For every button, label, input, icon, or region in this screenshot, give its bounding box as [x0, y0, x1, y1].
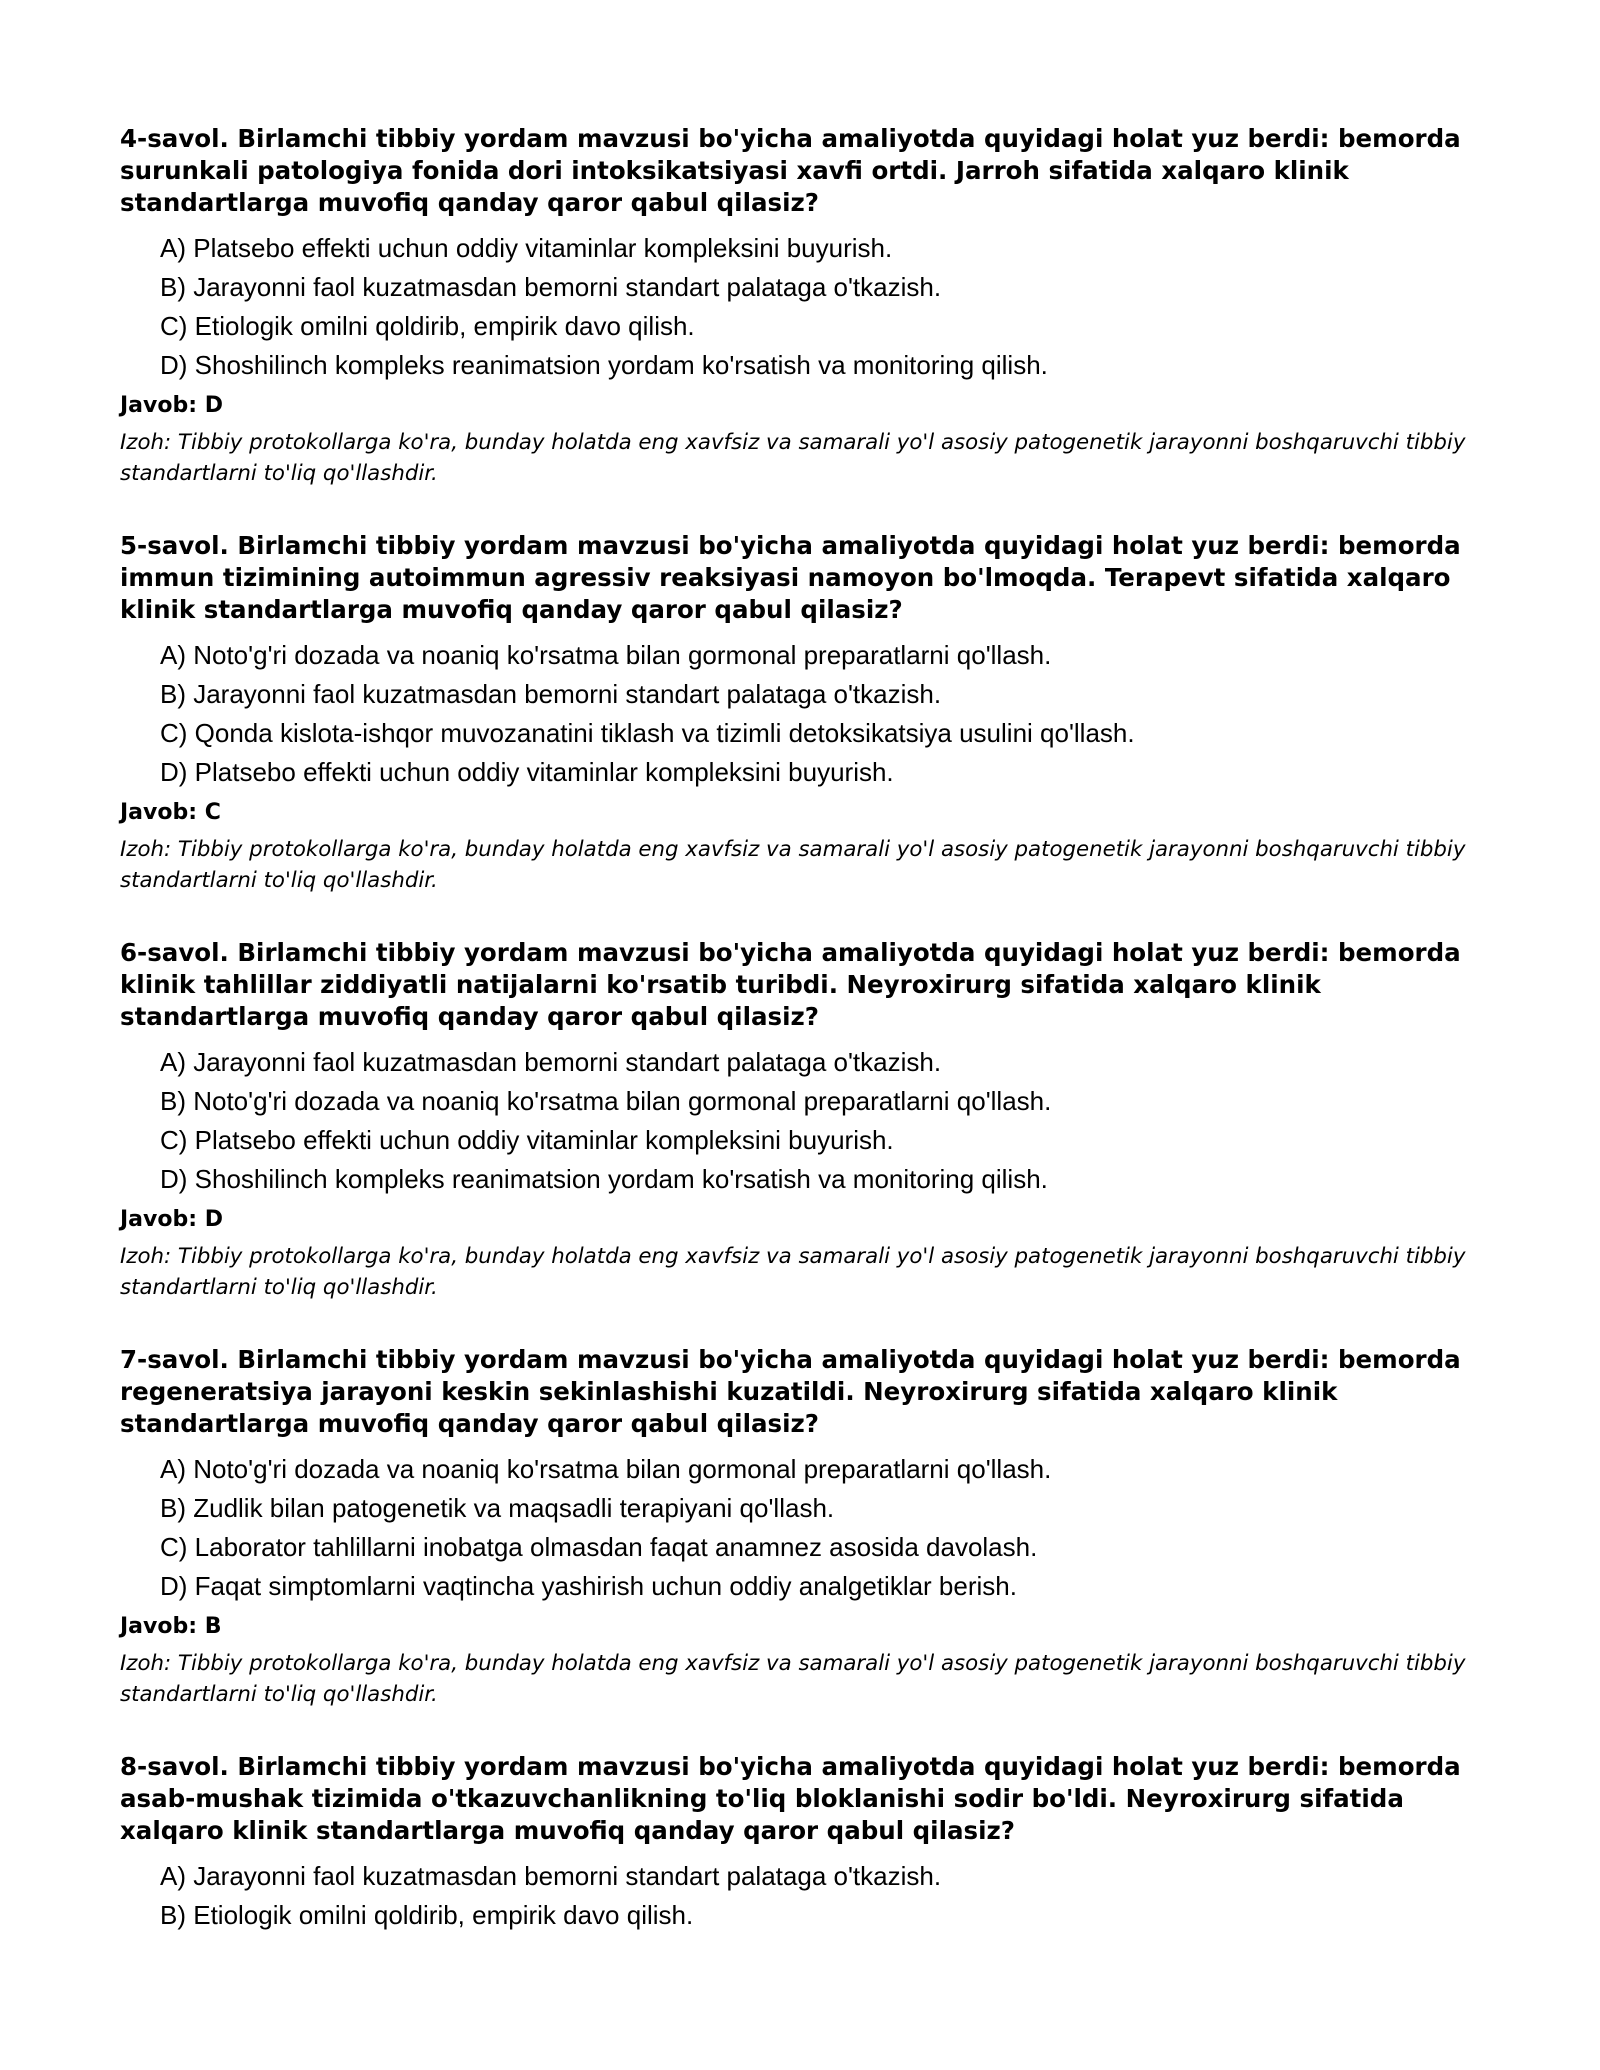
option-a: A) Noto'g'ri dozada va noaniq ko'rsatma bilan gormonal preparatlarni qo'llash. — [160, 1454, 1052, 1484]
explanation-note: Izoh: Tibbiy protokollarga ko'ra, bunday holatda eng xavfsiz va samarali yo'l asosiy patogenetik jarayonni boshqaruvchi tibbiy standartlarni to'liq qo'llashdir. — [120, 430, 1466, 486]
answer-label: Javob: D — [120, 1207, 223, 1232]
option-a: A) Jarayonni faol kuzatmasdan bemorni standart palataga o'tkazish. — [160, 1047, 942, 1077]
option-c: C) Platsebo effekti uchun oddiy vitaminlar kompleksini buyurish. — [160, 1125, 894, 1155]
option-b: B) Jarayonni faol kuzatmasdan bemorni standart palataga o'tkazish. — [160, 679, 942, 709]
option-d: D) Platsebo effekti uchun oddiy vitaminlar kompleksini buyurish. — [160, 757, 894, 787]
question-6 — [120, 937, 1490, 1303]
question-title: 7-savol. Birlamchi tibbiy yordam mavzusi bo'yicha amaliyotda quyidagi holat yuz berdi: bemorda regeneratsiya jarayoni keskin sekinlashishi kuzatildi. Neyroxirurg sifatida xalqaro klinik standartlarga muvofiq qanday qaror qabul qilasiz? — [120, 1345, 1461, 1438]
option-a: A) Platsebo effekti uchun oddiy vitaminlar kompleksini buyurish. — [160, 233, 893, 263]
options-list — [120, 229, 1490, 385]
option-b: B) Noto'g'ri dozada va noaniq ko'rsatma bilan gormonal preparatlarni qo'llash. — [160, 1086, 1052, 1116]
option-b: B) Jarayonni faol kuzatmasdan bemorni standart palataga o'tkazish. — [160, 272, 942, 302]
question-title: 6-savol. Birlamchi tibbiy yordam mavzusi bo'yicha amaliyotda quyidagi holat yuz berdi: bemorda klinik tahlillar ziddiyatli natijalarni ko'rsatib turibdi. Neyroxirurg sifatida xalqaro klinik standartlarga muvofiq qanday qaror qabul qilasiz? — [120, 938, 1461, 1031]
question-title: 4-savol. Birlamchi tibbiy yordam mavzusi bo'yicha amaliyotda quyidagi holat yuz berdi: bemorda surunkali patologiya fonida dori intoksikatsiyasi xavfi ortdi. Jarroh sifatida xalqaro klinik standartlarga muvofiq qanday qaror qabul qilasiz? — [120, 124, 1461, 217]
question-8 — [120, 1751, 1490, 1935]
option-d: D) Faqat simptomlarni vaqtincha yashirish uchun oddiy analgetiklar berish. — [160, 1571, 1017, 1601]
options-list — [120, 1043, 1490, 1199]
option-c: C) Qonda kislota-ishqor muvozanatini tiklash va tizimli detoksikatsiya usulini qo'llash. — [160, 718, 1135, 748]
options-list — [120, 1450, 1490, 1606]
explanation-note: Izoh: Tibbiy protokollarga ko'ra, bunday holatda eng xavfsiz va samarali yo'l asosiy patogenetik jarayonni boshqaruvchi tibbiy standartlarni to'liq qo'llashdir. — [120, 1651, 1466, 1707]
option-b: B) Zudlik bilan patogenetik va maqsadli terapiyani qo'llash. — [160, 1493, 835, 1523]
question-7 — [120, 1344, 1490, 1710]
question-4 — [120, 123, 1490, 489]
option-d: D) Shoshilinch kompleks reanimatsion yordam ko'rsatish va monitoring qilish. — [160, 350, 1048, 380]
options-list — [120, 1857, 1490, 1935]
answer-label: Javob: B — [120, 1614, 222, 1639]
option-d: D) Shoshilinch kompleks reanimatsion yordam ko'rsatish va monitoring qilish. — [160, 1164, 1048, 1194]
option-a: A) Noto'g'ri dozada va noaniq ko'rsatma bilan gormonal preparatlarni qo'llash. — [160, 640, 1052, 670]
question-title: 8-savol. Birlamchi tibbiy yordam mavzusi bo'yicha amaliyotda quyidagi holat yuz berdi: bemorda asab-mushak tizimida o'tkazuvchanlikning to'liq bloklanishi sodir bo'ldi. Neyroxirurg sifatida xalqaro klinik standartlarga muvofiq qanday qaror qabul qilasiz? — [120, 1752, 1461, 1845]
explanation-note: Izoh: Tibbiy protokollarga ko'ra, bunday holatda eng xavfsiz va samarali yo'l asosiy patogenetik jarayonni boshqaruvchi tibbiy standartlarni to'liq qo'llashdir. — [120, 837, 1466, 893]
question-title: 5-savol. Birlamchi tibbiy yordam mavzusi bo'yicha amaliyotda quyidagi holat yuz berdi: bemorda immun tizimining autoimmun agressiv reaksiyasi namoyon bo'lmoqda. Terapevt sifatida xalqaro klinik standartlarga muvofiq qanday qaror qabul qilasiz? — [120, 531, 1461, 624]
answer-label: Javob: D — [120, 393, 223, 418]
option-c: C) Etiologik omilni qoldirib, empirik davo qilish. — [160, 311, 695, 341]
answer-label: Javob: C — [120, 800, 221, 825]
explanation-note: Izoh: Tibbiy protokollarga ko'ra, bunday holatda eng xavfsiz va samarali yo'l asosiy patogenetik jarayonni boshqaruvchi tibbiy standartlarni to'liq qo'llashdir. — [120, 1244, 1466, 1300]
option-a: A) Jarayonni faol kuzatmasdan bemorni standart palataga o'tkazish. — [160, 1861, 942, 1891]
option-b: B) Etiologik omilni qoldirib, empirik davo qilish. — [160, 1900, 694, 1930]
question-5 — [120, 530, 1490, 896]
document-page — [120, 123, 1490, 1976]
option-c: C) Laborator tahlillarni inobatga olmasdan faqat anamnez asosida davolash. — [160, 1532, 1038, 1562]
options-list — [120, 636, 1490, 792]
